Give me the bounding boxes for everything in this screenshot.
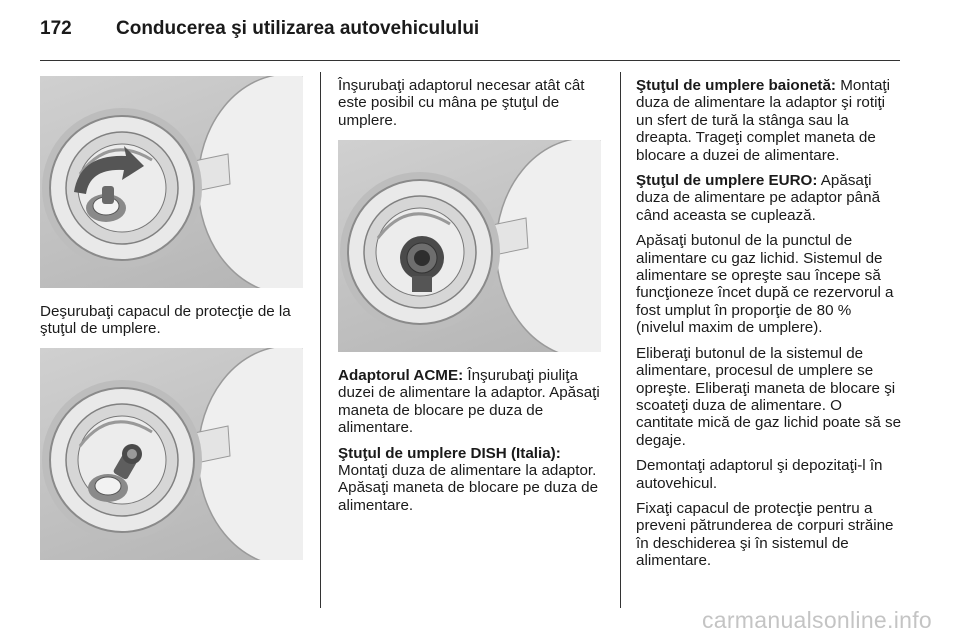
refuelling-instructions [636, 77, 902, 578]
column-divider [620, 72, 621, 608]
header-rule [40, 60, 900, 61]
fuel-filler-adapter-illustration [40, 348, 303, 560]
euro-lead: Ştuţul de umplere EURO: [636, 172, 818, 190]
acme-text: Înşurubaţi piuliţa duzei de alimentare la adaptor. Apăsaţi maneta de blocare pe duza de alimentare. [338, 367, 600, 437]
bayonet-paragraph [636, 77, 902, 164]
column-divider [320, 72, 321, 608]
fuel-filler-adapter-screwed-illustration [338, 140, 601, 352]
intro-paragraph: Înşurubaţi adaptorul necesar atât cât este posibil cu mâna pe ştuţul de umplere. [338, 77, 585, 129]
euro-paragraph [636, 172, 902, 224]
release-paragraph: Eliberaţi butonul de la sistemul de alimentare, procesul de umplere se opreşte. Eliberaţi maneta de blocare şi scoateţi duza de alimentare. O cantitate mică de gaz lichid poate să se degaje. [636, 344, 902, 449]
figure-adapter-screwed [338, 140, 601, 352]
acme-lead: Adaptorul ACME: [338, 367, 464, 384]
adapter-instructions [338, 367, 604, 522]
intro-text [338, 77, 604, 137]
site-watermark[interactable]: carmanualsonline.info [701, 607, 932, 633]
bayonet-lead: Ştuţul de umplere baionetă: [636, 77, 836, 94]
caption-unscrew-cap [40, 303, 306, 346]
button-paragraph: Apăsaţi butonul de la punctul de alimentare cu gaz lichid. Sistemul de alimentare se opreşte sau începe să funcţioneze încet după ce rezervorul a fost umplut în proporţie de 80 % (nivelul maxim de umplere). [636, 232, 894, 337]
page-title: Conducerea şi utilizarea autovehiculului [116, 18, 480, 39]
fit-cap-paragraph: Fixaţi capacul de protecţie pentru a preveni pătrunderea de corpuri străine în deschiderea şi în sistemul de alimentare. [636, 499, 894, 570]
figure-adapter-fitted [40, 348, 303, 560]
fuel-filler-unscrew-illustration [40, 76, 303, 288]
dish-lead: Ştuţul de umplere DISH (Italia): [338, 444, 561, 462]
page-header [40, 14, 900, 50]
caption-text: Deşurubaţi capacul de protecţie de la ştuţul de umplere. [40, 303, 291, 338]
figure-unscrew-cap [40, 76, 303, 288]
bayonet-text: Montaţi duza de alimentare la adaptor şi rotiţi un sfert de tură la stânga sau la dreapta. Trageţi complet maneta de blocare a duzei de alimentare. [636, 77, 891, 164]
dish-paragraph [338, 445, 604, 515]
acme-paragraph [338, 367, 604, 437]
euro-text: Apăsaţi duza de alimentare pe adaptor până când aceasta se cuplează. [636, 172, 881, 224]
remove-adapter-paragraph: Demontaţi adaptorul şi depozitaţi-l în autovehicul. [636, 457, 883, 492]
dish-text: Montaţi duza de alimentare la adaptor. Apăsaţi maneta de blocare pe duza de alimentare. [338, 462, 599, 514]
page-number: 172 [40, 18, 72, 39]
